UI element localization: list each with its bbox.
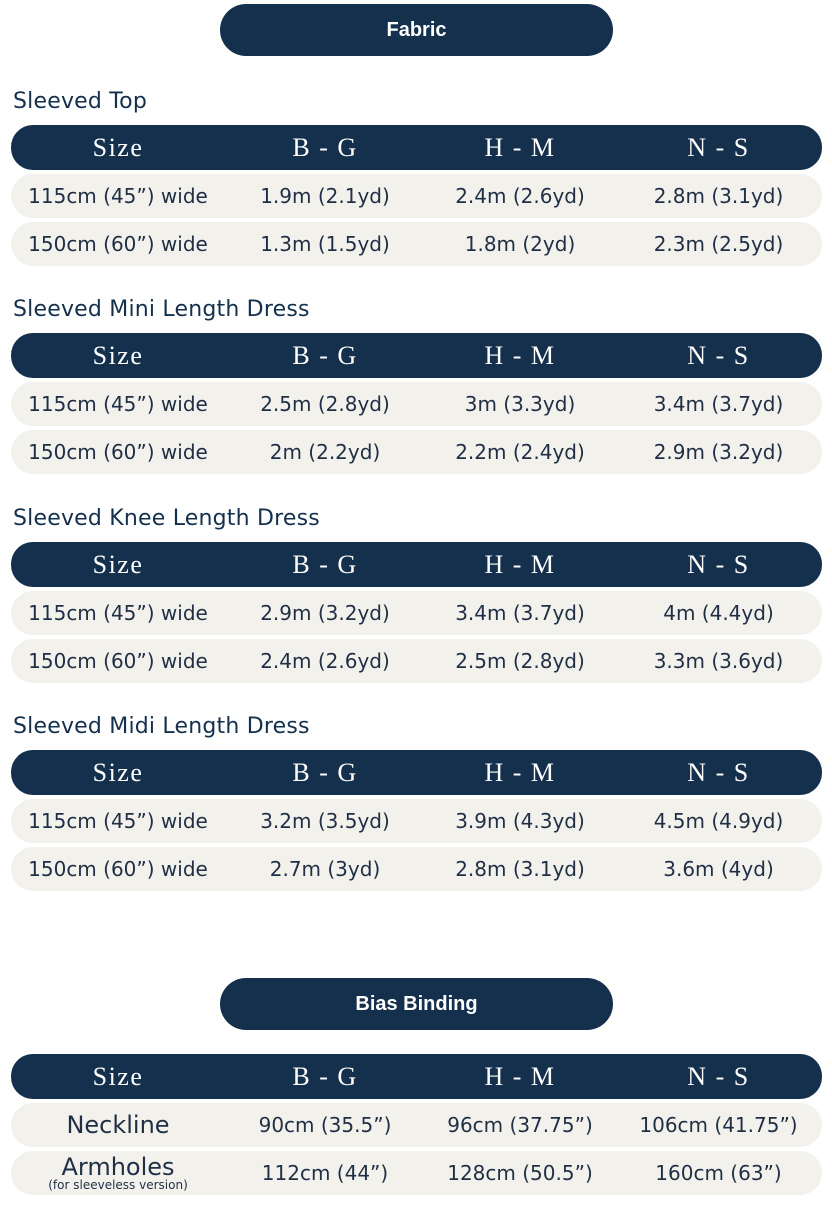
cell-b-g: 2m (2.2yd) bbox=[269, 440, 381, 464]
header-b-g: B - G bbox=[292, 340, 358, 370]
table-row bbox=[11, 382, 822, 426]
cell-b-g: 3.2m (3.5yd) bbox=[260, 809, 390, 833]
cell-n-s: 4.5m (4.9yd) bbox=[653, 809, 784, 833]
header-size: Size bbox=[92, 757, 144, 787]
header-h-m: H - M bbox=[484, 757, 556, 787]
table-header-row bbox=[11, 1054, 822, 1099]
header-h-m: H - M bbox=[484, 1061, 556, 1091]
table-row bbox=[11, 639, 822, 683]
cell-h-m: 2.5m (2.8yd) bbox=[455, 649, 585, 673]
header-b-g: B - G bbox=[292, 549, 358, 579]
table-row bbox=[11, 591, 822, 635]
header-n-s: N - S bbox=[687, 132, 750, 162]
cell-b-g: 90cm (35.5”) bbox=[258, 1113, 392, 1137]
row-label: 150cm (60”) wide bbox=[28, 232, 208, 256]
fabric-title-pill bbox=[220, 4, 613, 56]
table-bias-binding bbox=[11, 1054, 822, 1195]
section-title-mini-dress: Sleeved Mini Length Dress bbox=[13, 297, 310, 322]
table-row bbox=[11, 174, 822, 218]
cell-b-g: 1.3m (1.5yd) bbox=[260, 232, 390, 256]
cell-h-m: 3m (3.3yd) bbox=[464, 392, 576, 416]
section-title-sleeved-top: Sleeved Top bbox=[13, 89, 147, 114]
header-b-g: B - G bbox=[292, 1061, 358, 1091]
row-label: 115cm (45”) wide bbox=[28, 601, 208, 625]
neckline-label: Neckline bbox=[66, 1111, 170, 1139]
row-label: 150cm (60”) wide bbox=[28, 857, 208, 881]
cell-n-s: 106cm (41.75”) bbox=[639, 1113, 798, 1137]
table-row bbox=[11, 222, 822, 266]
header-size: Size bbox=[92, 340, 144, 370]
cell-b-g: 2.4m (2.6yd) bbox=[260, 649, 390, 673]
table-header-row bbox=[11, 125, 822, 170]
cell-n-s: 3.3m (3.6yd) bbox=[653, 649, 784, 673]
header-b-g: B - G bbox=[292, 757, 358, 787]
row-label-neckline bbox=[11, 1113, 225, 1137]
table-header-row bbox=[11, 542, 822, 587]
section-title-midi-dress: Sleeved Midi Length Dress bbox=[13, 714, 310, 739]
row-label: 115cm (45”) wide bbox=[28, 392, 208, 416]
table-sleeved-top bbox=[11, 125, 822, 266]
header-h-m: H - M bbox=[484, 549, 556, 579]
cell-b-g: 2.9m (3.2yd) bbox=[260, 601, 390, 625]
header-n-s: N - S bbox=[687, 1061, 750, 1091]
cell-h-m: 96cm (37.75”) bbox=[447, 1113, 593, 1137]
header-h-m: H - M bbox=[484, 132, 556, 162]
cell-n-s: 4m (4.4yd) bbox=[663, 601, 774, 625]
armholes-label: Armholes bbox=[61, 1152, 175, 1181]
cell-h-m: 2.4m (2.6yd) bbox=[455, 184, 585, 208]
cell-h-m: 3.4m (3.7yd) bbox=[455, 601, 585, 625]
cell-n-s: 2.3m (2.5yd) bbox=[653, 232, 784, 256]
cell-h-m: 2.2m (2.4yd) bbox=[455, 440, 585, 464]
table-row bbox=[11, 1103, 822, 1147]
row-label: 115cm (45”) wide bbox=[28, 809, 208, 833]
cell-b-g: 112cm (44”) bbox=[261, 1161, 389, 1185]
header-n-s: N - S bbox=[687, 757, 750, 787]
bias-binding-title: Bias Binding bbox=[355, 992, 478, 1015]
table-header-row bbox=[11, 750, 822, 795]
row-label: 150cm (60”) wide bbox=[28, 649, 208, 673]
table-row bbox=[11, 430, 822, 474]
cell-n-s: 2.8m (3.1yd) bbox=[653, 184, 784, 208]
header-size: Size bbox=[92, 549, 144, 579]
cell-n-s: 2.9m (3.2yd) bbox=[653, 440, 784, 464]
cell-h-m: 3.9m (4.3yd) bbox=[455, 809, 585, 833]
header-b-g: B - G bbox=[292, 132, 358, 162]
armholes-note: (for sleeveless version) bbox=[48, 1177, 188, 1192]
row-label: 150cm (60”) wide bbox=[28, 440, 208, 464]
cell-b-g: 2.5m (2.8yd) bbox=[260, 392, 390, 416]
header-h-m: H - M bbox=[484, 340, 556, 370]
fabric-title: Fabric bbox=[386, 18, 447, 41]
table-row bbox=[11, 799, 822, 843]
header-n-s: N - S bbox=[687, 549, 750, 579]
cell-h-m: 2.8m (3.1yd) bbox=[455, 857, 585, 881]
row-label-armholes bbox=[11, 1152, 225, 1192]
cell-n-s: 160cm (63”) bbox=[655, 1161, 782, 1185]
cell-h-m: 1.8m (2yd) bbox=[464, 232, 576, 256]
table-row bbox=[11, 1151, 822, 1195]
table-midi-dress bbox=[11, 750, 822, 891]
table-knee-dress bbox=[11, 542, 822, 683]
bias-binding-title-pill bbox=[220, 978, 613, 1030]
table-mini-dress bbox=[11, 333, 822, 474]
cell-n-s: 3.6m (4yd) bbox=[663, 857, 774, 881]
table-row bbox=[11, 847, 822, 891]
cell-n-s: 3.4m (3.7yd) bbox=[653, 392, 784, 416]
table-header-row bbox=[11, 333, 822, 378]
cell-b-g: 1.9m (2.1yd) bbox=[260, 184, 390, 208]
cell-b-g: 2.7m (3yd) bbox=[269, 857, 381, 881]
header-size: Size bbox=[92, 1061, 144, 1091]
header-n-s: N - S bbox=[687, 340, 750, 370]
section-title-knee-dress: Sleeved Knee Length Dress bbox=[13, 506, 320, 531]
cell-h-m: 128cm (50.5”) bbox=[447, 1161, 593, 1185]
header-size: Size bbox=[92, 132, 144, 162]
row-label: 115cm (45”) wide bbox=[28, 184, 208, 208]
